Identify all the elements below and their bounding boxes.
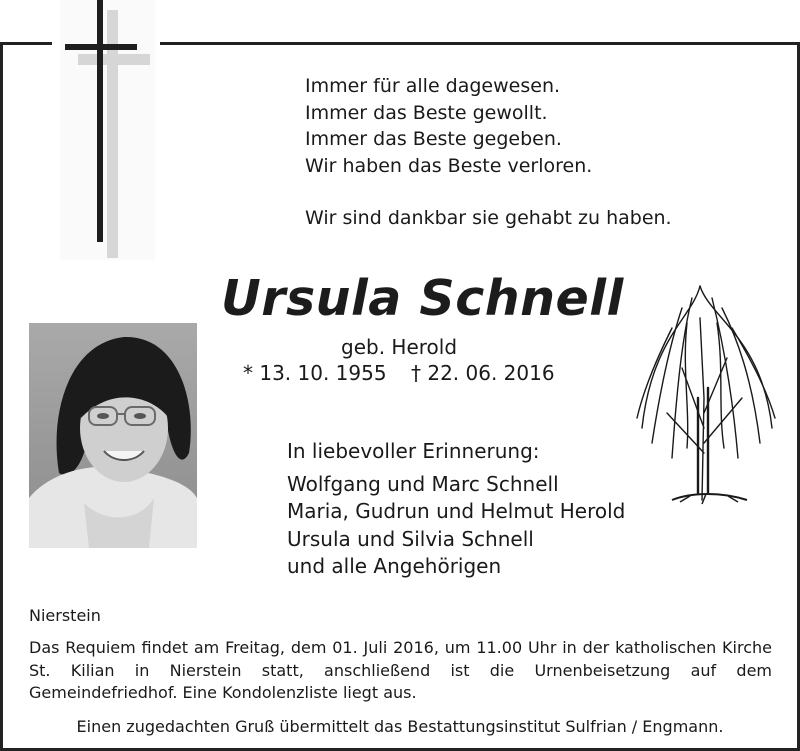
portrait-photo: [29, 323, 197, 548]
poem-line: Immer für alle dagewesen.: [305, 75, 561, 97]
service-text: Das Requiem findet am Freitag, dem 01. Juli 2016, um 11.00 Uhr in der katholischen Kirche St. Kilian in Nierstein statt, anschließend ist die Urnenbeisetzung auf dem Gemeindefriedhof. Eine Kondolenzliste liegt aus.: [29, 638, 772, 702]
deceased-name: Ursula Schnell: [221, 270, 624, 327]
memory-intro: In liebevoller Erinnerung:: [287, 439, 540, 463]
life-dates: [243, 361, 555, 385]
mourner-line: Ursula und Silvia Schnell: [287, 526, 534, 551]
poem-closing: Wir sind dankbar sie gehabt zu haben.: [305, 207, 672, 229]
place-name: Nierstein: [29, 606, 101, 625]
frame-left: [0, 42, 3, 751]
maiden-name: geb. Herold: [341, 335, 458, 359]
birth-date: * 13. 10. 1955: [243, 361, 387, 385]
mourner-line: Wolfgang und Marc Schnell: [287, 471, 559, 496]
frame-top-right: [160, 42, 800, 45]
poem-line: Immer das Beste gegeben.: [305, 128, 562, 150]
poem: [305, 73, 672, 232]
mourner-line: und alle Angehörigen: [287, 554, 502, 578]
frame-top-left: [0, 42, 52, 45]
mourner-line: Maria, Gudrun und Helmut Herold: [287, 499, 626, 523]
weeping-birch-icon: [632, 278, 780, 508]
funeral-home-greeting: Einen zugedachten Gruß übermittelt das Bestattungsinstitut Sulfrian / Engmann.: [76, 717, 724, 736]
death-date: † 22. 06. 2016: [411, 361, 555, 385]
poem-gap: [305, 179, 672, 205]
poem-line: Wir haben das Beste verloren.: [305, 154, 593, 177]
cross-icon: [60, 0, 155, 260]
poem-line: Immer das Beste gewollt.: [305, 101, 548, 124]
memory-block: [287, 438, 625, 581]
